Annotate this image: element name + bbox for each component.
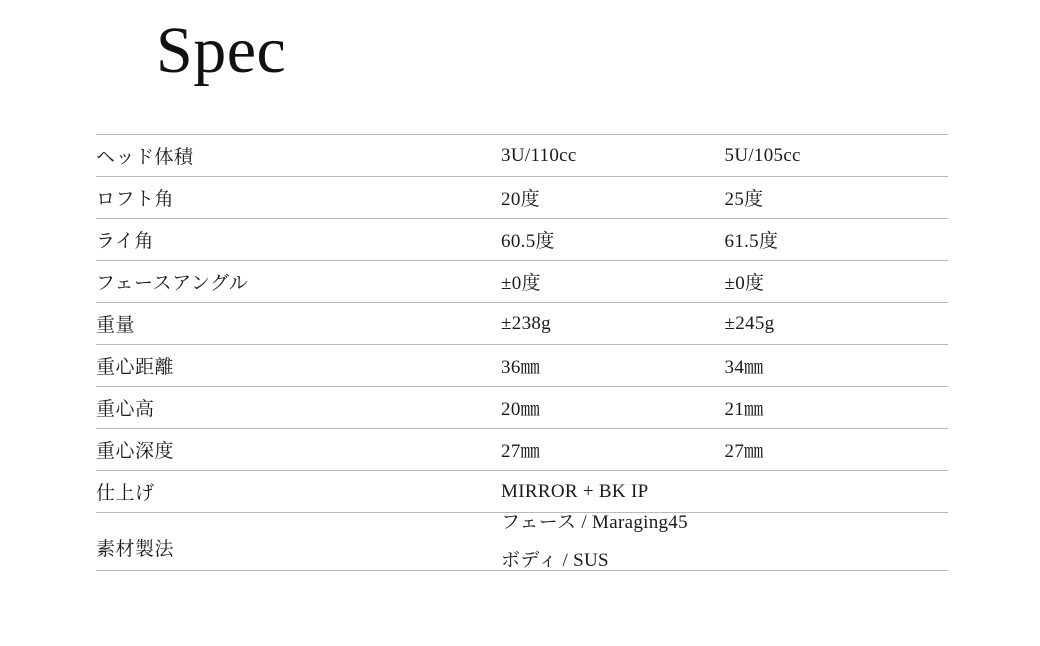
row-value-3u: ±0度 bbox=[501, 261, 724, 303]
row-label: フェースアングル bbox=[96, 261, 501, 303]
spec-table-container bbox=[96, 134, 948, 571]
row-value-material bbox=[501, 513, 948, 571]
table-row bbox=[96, 303, 948, 345]
table-row bbox=[96, 261, 948, 303]
table-row bbox=[96, 135, 948, 177]
spec-table-body bbox=[96, 135, 948, 571]
row-label: 重心距離 bbox=[96, 345, 501, 387]
material-face: フェース / Maraging45 bbox=[501, 512, 688, 533]
row-label: 仕上げ bbox=[96, 471, 501, 513]
row-value-5u: 27㎜ bbox=[725, 429, 948, 471]
row-label: 重心高 bbox=[96, 387, 501, 429]
spec-table bbox=[96, 134, 948, 571]
row-value-3u: 20度 bbox=[501, 177, 724, 219]
row-label: ロフト角 bbox=[96, 177, 501, 219]
row-value-3u: ±238g bbox=[501, 303, 724, 345]
page-title: Spec bbox=[156, 14, 287, 87]
table-row bbox=[96, 471, 948, 513]
row-label: ライ角 bbox=[96, 219, 501, 261]
row-value-5u: 34㎜ bbox=[725, 345, 948, 387]
row-value-5u: 61.5度 bbox=[725, 219, 948, 261]
row-label: 重心深度 bbox=[96, 429, 501, 471]
row-value-3u: 60.5度 bbox=[501, 219, 724, 261]
material-body: ボディ / SUS bbox=[501, 550, 609, 571]
table-row bbox=[96, 177, 948, 219]
table-row bbox=[96, 387, 948, 429]
table-row bbox=[96, 345, 948, 387]
row-value-3u: 3U/110cc bbox=[501, 135, 724, 177]
row-value-5u: ±245g bbox=[725, 303, 948, 345]
table-row-material bbox=[96, 513, 948, 571]
row-value-3u: 20㎜ bbox=[501, 387, 724, 429]
row-value-3u: 36㎜ bbox=[501, 345, 724, 387]
row-value-5u: 5U/105cc bbox=[725, 135, 948, 177]
row-value-5u: 25度 bbox=[725, 177, 948, 219]
row-value-3u: 27㎜ bbox=[501, 429, 724, 471]
row-label: 重量 bbox=[96, 303, 501, 345]
row-value-5u: 21㎜ bbox=[725, 387, 948, 429]
row-value-5u: ±0度 bbox=[725, 261, 948, 303]
table-row bbox=[96, 429, 948, 471]
row-value-finish: MIRROR + BK IP bbox=[501, 471, 948, 513]
row-label: 素材製法 bbox=[96, 513, 501, 571]
table-row bbox=[96, 219, 948, 261]
row-label: ヘッド体積 bbox=[96, 135, 501, 177]
